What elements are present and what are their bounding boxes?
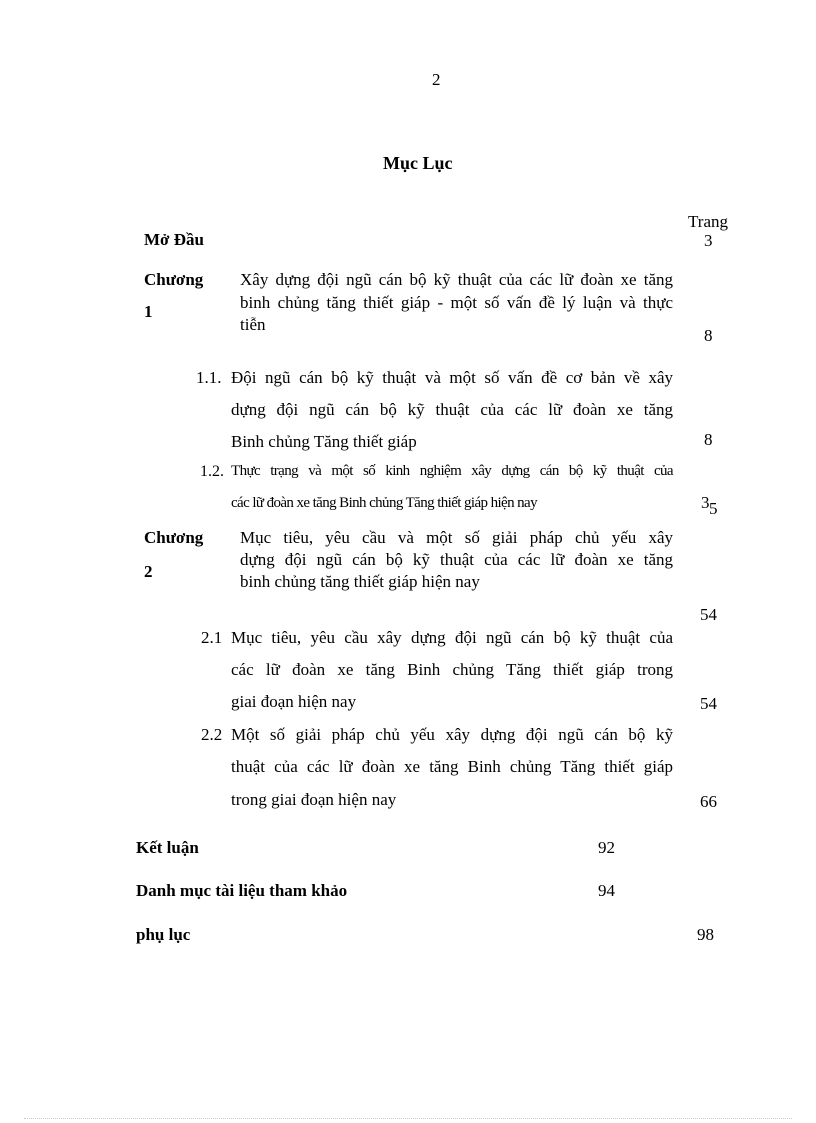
page-title: Mục Lục <box>383 153 453 173</box>
toc-page-number: 66 <box>700 792 717 811</box>
toc-page-number: 94 <box>598 881 615 900</box>
section-title-line: giai đoạn hiện nay <box>231 692 357 711</box>
section-number: 2.1 <box>201 628 223 647</box>
section-title-line: Đội ngũ cán bộ kỹ thuật và một số vấn đề cơ bản về xây <box>231 368 673 387</box>
page-number: 2 <box>432 70 441 89</box>
section-title-line: các lữ đoàn xe tăng Binh chủng Tăng thiết giáp trong <box>231 660 673 679</box>
toc-page-number: 54 <box>700 605 717 624</box>
section-title-line: trong giai đoạn hiện nay <box>231 790 397 809</box>
page-digit: 3 <box>701 493 710 512</box>
toc-label: phụ lục <box>136 925 191 944</box>
section-title-line: Mục tiêu, yêu cầu xây dựng đội ngũ cán bộ kỹ thuật của <box>231 628 673 647</box>
toc-page-number: 8 <box>704 326 713 345</box>
chapter-title-line: Xây dựng đội ngũ cán bộ kỹ thuật của các lữ đoàn xe tăng <box>240 270 673 289</box>
chapter-number: 2 <box>144 562 153 581</box>
chapter-title-line: Mục tiêu, yêu cầu và một số giải pháp chủ yếu xây <box>240 528 673 547</box>
page-bottom-divider <box>24 1118 792 1119</box>
section-number: 2.2 <box>201 725 223 744</box>
toc-label: Mở Đầu <box>144 230 204 249</box>
page-column-label: Trang <box>688 212 728 231</box>
chapter-label: Chương <box>144 270 204 289</box>
toc-label: Kết luận <box>136 838 199 857</box>
section-number: 1.1. <box>196 368 222 387</box>
toc-page-number: 92 <box>598 838 615 857</box>
section-title-line: các lữ đoàn xe tăng Binh chủng Tăng thiết giáp hiện nay <box>231 495 538 511</box>
chapter-label: Chương <box>144 528 204 547</box>
toc-page-number: 8 <box>704 430 713 449</box>
chapter-title-line: dựng đội ngũ cán bộ kỹ thuật của các lữ đoàn xe tăng <box>240 550 673 569</box>
toc-page-number: 54 <box>700 694 717 713</box>
section-number: 1.2. <box>200 463 224 480</box>
chapter-title-line: binh chủng tăng thiết giáp hiện nay <box>240 572 480 591</box>
section-title-line: Thực trạng và một số kinh nghiệm xây dựng cán bộ kỹ thuật của <box>231 463 673 479</box>
section-title-line: thuật của các lữ đoàn xe tăng Binh chủng Tăng thiết giáp <box>231 757 673 776</box>
chapter-title-line: binh chủng tăng thiết giáp - một số vấn đề lý luận và thực <box>240 293 673 312</box>
chapter-number: 1 <box>144 302 153 321</box>
toc-label: Danh mục tài liệu tham khảo <box>136 881 348 900</box>
section-title-line: dựng đội ngũ cán bộ kỹ thuật của các lữ đoàn xe tăng <box>231 400 673 419</box>
section-title-line: Một số giải pháp chủ yếu xây dựng đội ngũ cán bộ kỹ <box>231 725 673 744</box>
section-title-line: Binh chủng Tăng thiết giáp <box>231 432 417 451</box>
page-digit: 5 <box>709 499 718 518</box>
chapter-title-line: tiễn <box>240 315 266 334</box>
toc-page-number: 3 <box>704 231 713 250</box>
toc-page-number: 98 <box>697 925 714 944</box>
